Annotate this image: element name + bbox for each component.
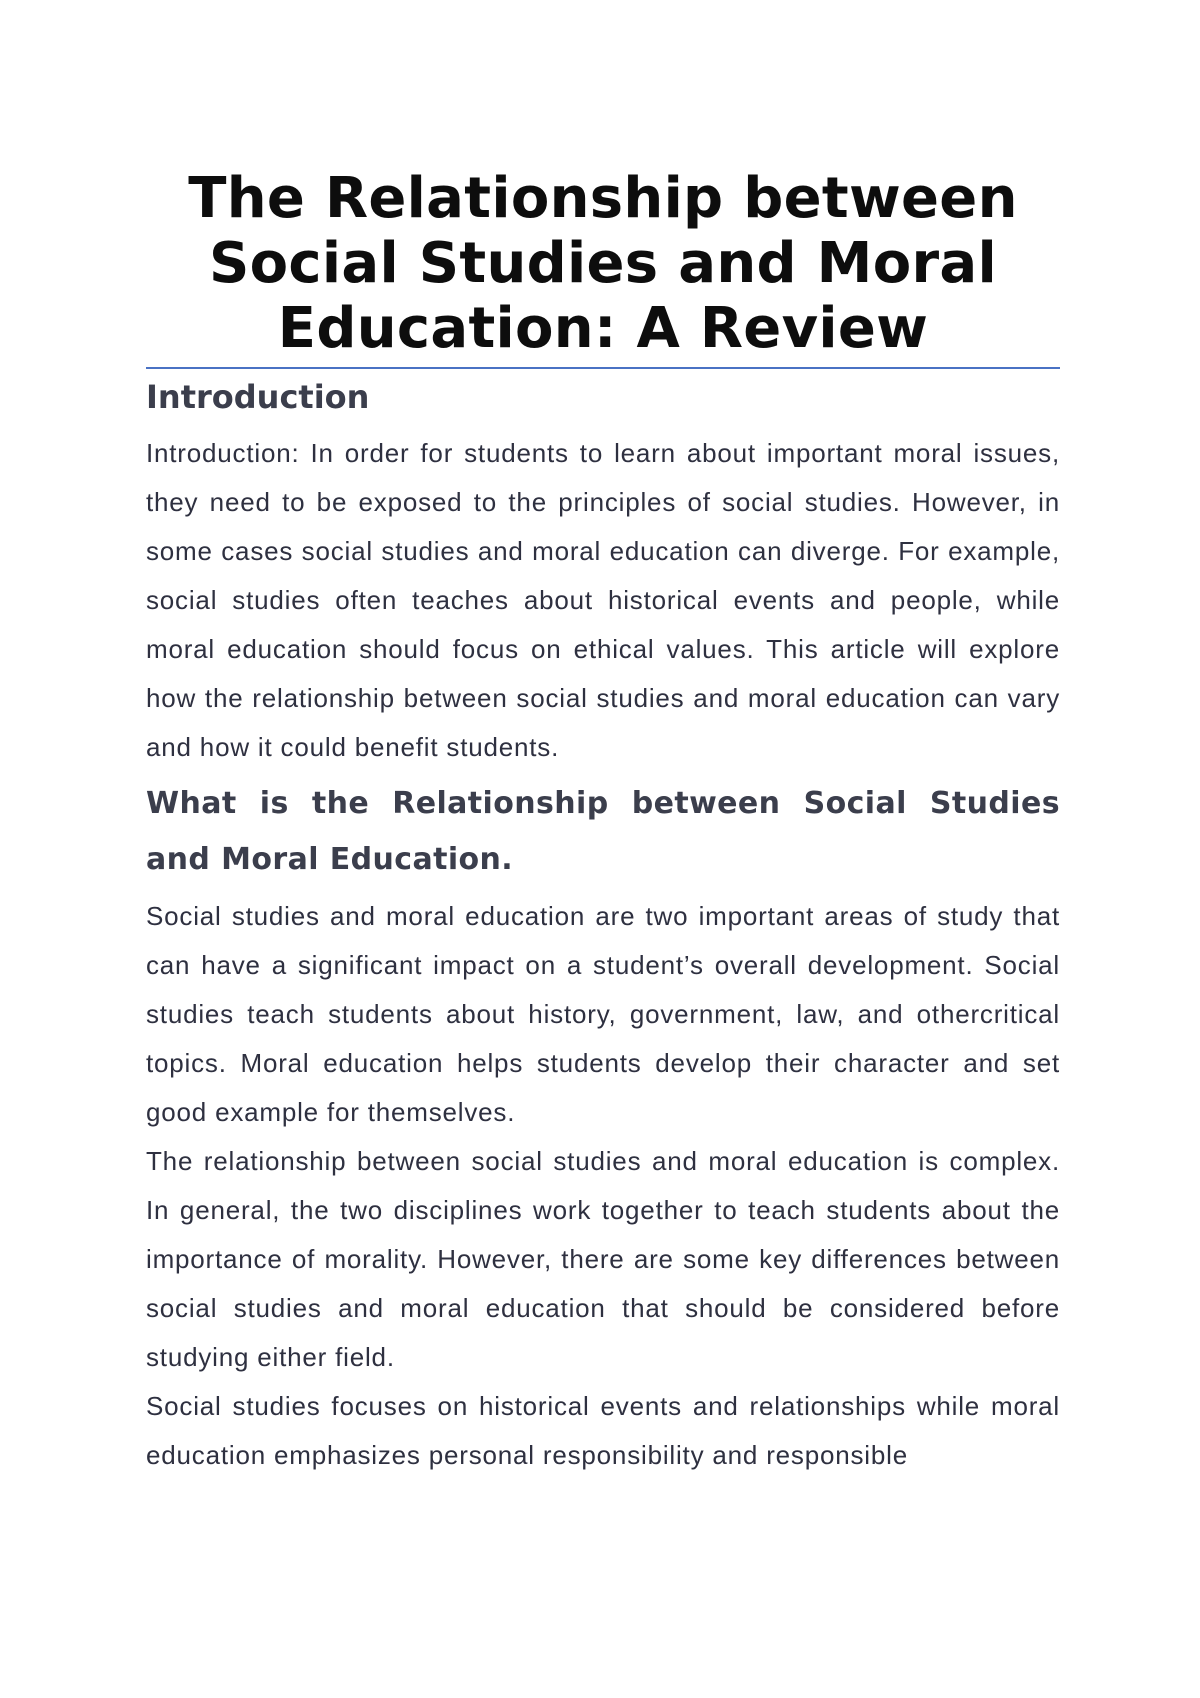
section-heading-relationship: What is the Relationship between Social Studies and Moral Education. <box>146 786 1060 877</box>
document-title: The Relationship between Social Studies and Moral Education: A Review <box>188 166 1018 361</box>
document-page <box>146 166 1060 1480</box>
paragraph-introduction: Introduction: In order for students to learn about important moral issues, they need to be exposed to the principles of social studies. However, in some cases social studies and moral education can diverge. For example, social studies often teaches about historical events and people, while moral education should focus on ethical values. This article will explore how the relationship between social studies and moral education can vary and how it could benefit students. <box>146 438 1060 762</box>
title-underline-rule <box>146 367 1060 369</box>
section-heading-introduction: Introduction <box>146 378 370 416</box>
paragraph-relationship-2: The relationship between social studies and moral education is complex. In general, the two disciplines work together to teach students about the importance of morality. However, there are some key differences between social studies and moral education that should be considered before studying either field. <box>146 1146 1060 1372</box>
paragraph-relationship-3: Social studies focuses on historical events and relationships while moral education emphasizes personal responsibility and responsible <box>146 1391 1060 1470</box>
paragraph-relationship-1: Social studies and moral education are two important areas of study that can have a significant impact on a student’s overall development. Social studies teach students about history, government, law, and othercritical topics. Moral education helps students develop their character and set good example for themselves. <box>146 901 1060 1127</box>
